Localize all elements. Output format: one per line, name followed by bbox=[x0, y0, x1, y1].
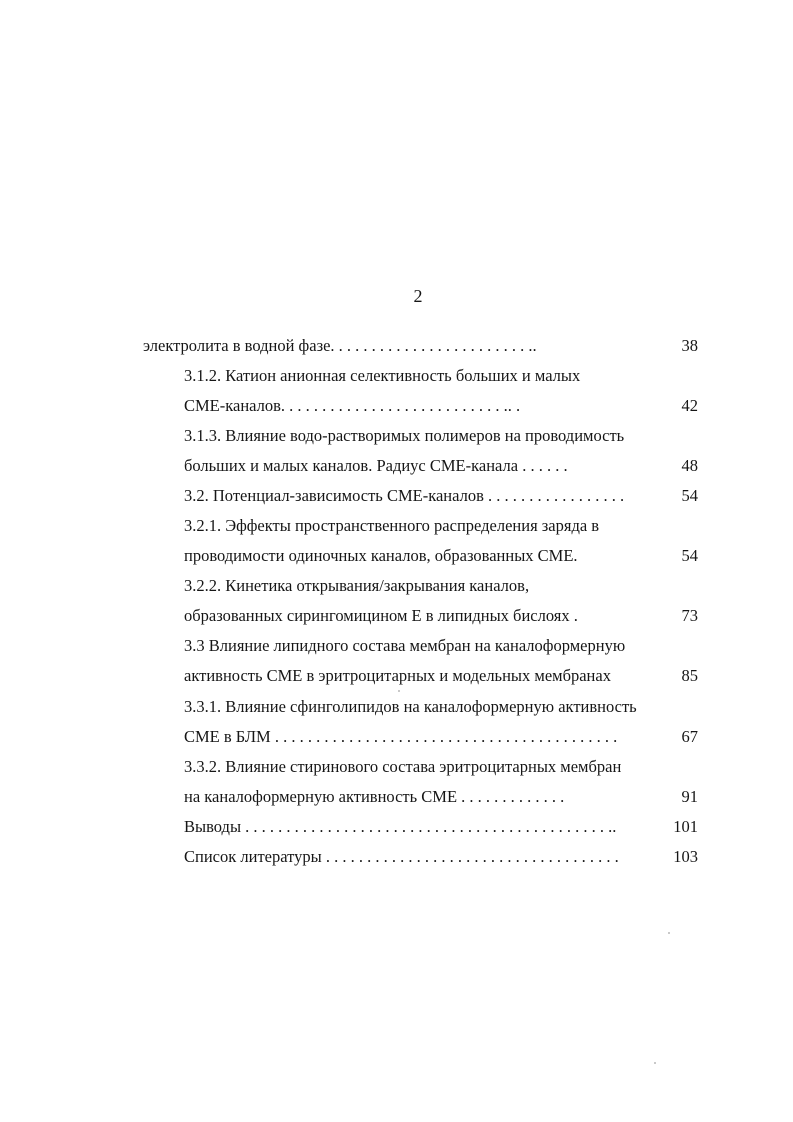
toc-entry bbox=[184, 696, 637, 718]
page-number: 2 bbox=[413, 286, 423, 306]
toc-entry bbox=[184, 786, 564, 808]
toc-entry-page: 103 bbox=[673, 847, 698, 866]
toc-entry-text: Список литературы . . . . . . . . . . . . . . . . . . . . . . . . . . . . . . . . . . . . bbox=[184, 847, 619, 866]
toc-entry-text: 3.2.1. Эффекты пространственного распределения заряда в bbox=[184, 516, 600, 535]
scan-speck bbox=[398, 690, 400, 692]
toc-entry bbox=[184, 545, 578, 567]
toc-entry-page: 73 bbox=[681, 606, 698, 625]
toc-entry-text: 3.2. Потенциал-зависимость СМЕ-каналов . . . . . . . . . . . . . . . . . bbox=[184, 486, 625, 505]
toc-entry-text: СМЕ-каналов. . . . . . . . . . . . . . . . . . . . . . . . . . . .. . bbox=[184, 396, 521, 415]
toc-entry bbox=[184, 846, 619, 868]
toc-entry-text: 3.3 Влияние липидного состава мембран на каналоформерную bbox=[184, 636, 626, 655]
toc-entry bbox=[184, 365, 580, 387]
toc-entry-page: 101 bbox=[673, 817, 698, 836]
toc-entry bbox=[184, 726, 617, 748]
toc-entry-text: 3.3.2. Влияние стиринового состава эритроцитарных мембран bbox=[184, 757, 622, 776]
toc-entry bbox=[184, 395, 520, 417]
toc-entry-page: 38 bbox=[681, 336, 698, 355]
toc-entry-text: 3.2.2. Кинетика открывания/закрывания каналов, bbox=[184, 576, 530, 595]
toc-entry-text: СМЕ в БЛМ . . . . . . . . . . . . . . . . . . . . . . . . . . . . . . . . . . . . . . . . . . bbox=[184, 727, 618, 746]
scan-speck bbox=[654, 1062, 656, 1064]
toc-entry bbox=[184, 605, 578, 627]
toc-entry-text: 3.3.1. Влияние сфинголипидов на каналоформерную активность bbox=[184, 697, 637, 716]
toc-entry bbox=[184, 665, 611, 687]
toc-entry-page: 67 bbox=[681, 727, 698, 746]
toc-entry-page: 85 bbox=[681, 666, 698, 685]
toc-entry bbox=[184, 756, 621, 778]
toc-entry-page: 54 bbox=[681, 486, 698, 505]
toc-entry-text: больших и малых каналов. Радиус СМЕ-канала . . . . . . bbox=[184, 456, 568, 475]
toc-entry bbox=[184, 485, 624, 507]
toc-entry-text: Выводы . . . . . . . . . . . . . . . . . . . . . . . . . . . . . . . . . . . . . . . . . . . . .. bbox=[184, 817, 617, 836]
toc-entry-text: образованных сирингомицином Е в липидных бислоях . bbox=[184, 606, 578, 625]
toc-entry bbox=[184, 635, 625, 657]
toc-entry bbox=[143, 335, 537, 357]
toc-entry-text: активность СМЕ в эритроцитарных и модельных мембранах bbox=[184, 666, 611, 685]
toc-entry bbox=[184, 455, 568, 477]
toc-entry-text: электролита в водной фазе. . . . . . . . . . . . . . . . . . . . . . . . .. bbox=[143, 336, 537, 355]
toc-entry bbox=[184, 575, 529, 597]
scan-speck bbox=[668, 932, 670, 934]
toc-entry-text: проводимости одиночных каналов, образованных СМЕ. bbox=[184, 546, 578, 565]
toc-entry-page: 42 bbox=[681, 396, 698, 415]
toc-entry-page: 54 bbox=[681, 546, 698, 565]
toc-entry-page: 48 bbox=[681, 456, 698, 475]
toc-entry-page: 91 bbox=[681, 787, 698, 806]
toc-entry-text: на каналоформерную активность СМЕ . . . . . . . . . . . . . bbox=[184, 787, 565, 806]
toc-entry bbox=[184, 425, 624, 447]
toc-entry bbox=[184, 816, 616, 838]
toc-entry bbox=[184, 515, 599, 537]
toc-entry-text: 3.1.3. Влияние водо-растворимых полимеров на проводимость bbox=[184, 426, 625, 445]
toc-entry-text: 3.1.2. Катион анионная селективность больших и малых bbox=[184, 366, 581, 385]
